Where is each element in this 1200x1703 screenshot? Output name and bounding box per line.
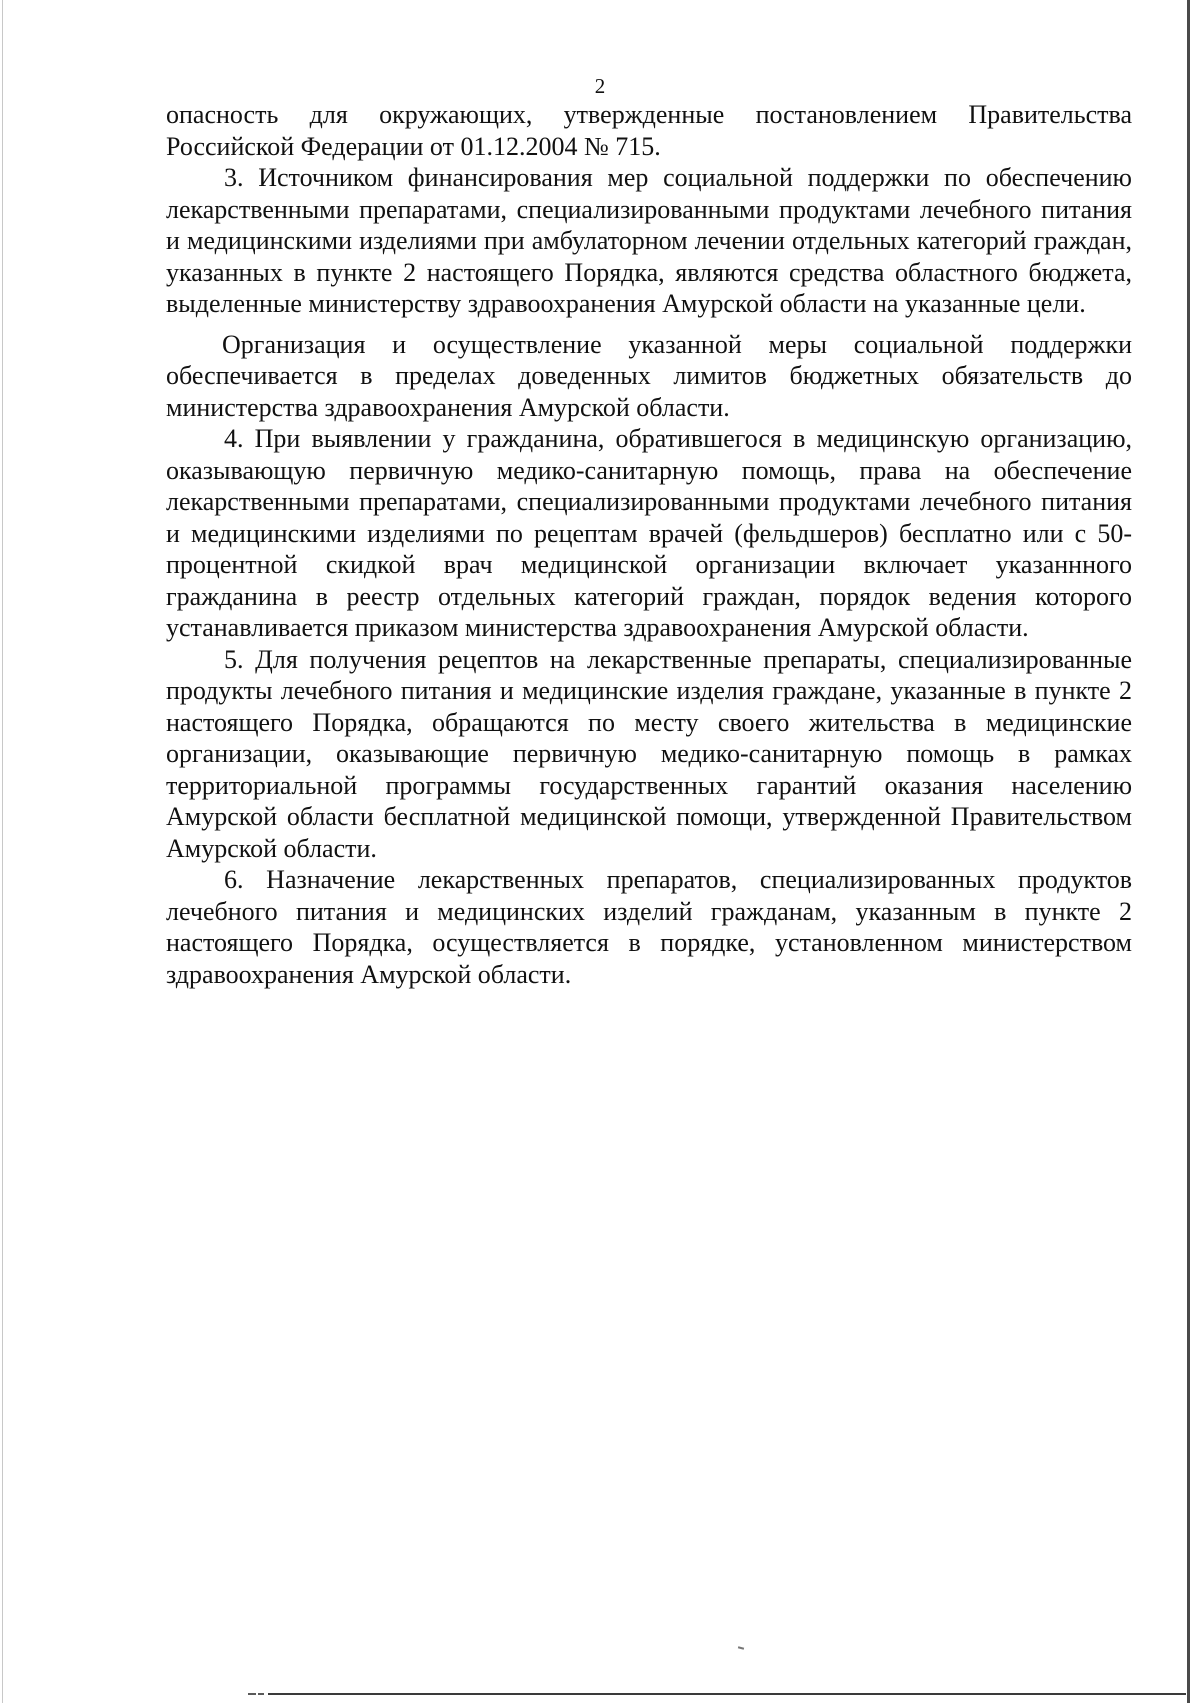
paragraph-item-3: 3. Источником финансирования мер социальной поддержки по обеспечению лекарственными препаратами, специализированными продуктами лечебного питания и медицинскими изделиями при амбулаторном лечении отдельных категорий граждан, указанных в пункте 2 настоящего Порядка, являются средства областного бюджета, выделенные министерству здравоохранения Амурской области на указанные цели. [166, 163, 1132, 318]
paragraph-item-6: 6. Назначение лекарственных препаратов, специализированных продуктов лечебного питания и медицинских изделий гражданам, указанным в пункте 2 настоящего Порядка, осуществляется в порядке, установленном министерством здравоохранения Амурской области. [166, 865, 1132, 989]
scan-right-edge [1187, 0, 1190, 1703]
paragraph-organization: Организация и осуществление указанной меры социальной поддержки обеспечивается в пределах доведенных лимитов бюджетных обязательств до министерства здравоохранения Амурской области. [166, 329, 1132, 422]
page-number: 2 [594, 74, 606, 98]
scan-speck [738, 1646, 744, 1649]
scan-bottom-dash [258, 1693, 264, 1695]
scan-bottom-line [268, 1693, 1186, 1695]
document-body [166, 99, 1132, 990]
paragraph-continuation: опасность для окружающих, утвержденные постановлением Правительства Российской Федерации от 01.12.2004 № 715. [166, 100, 1132, 161]
scan-left-edge [2, 0, 3, 1703]
paragraph-item-5: 5. Для получения рецептов на лекарственные препараты, специализированные продукты лечебного питания и медицинские изделия граждане, указанные в пункте 2 настоящего Порядка, обращаются по месту своего жительства в медицинские организации, оказывающие первичную медико-санитарную помощь в рамках территориальной программы государственных гарантий оказания населению Амурской области бесплатной медицинской помощи, утвержденной Правительством Амурской области. [166, 644, 1132, 863]
paragraph-item-4: 4. При выявлении у гражданина, обратившегося в медицинскую организацию, оказывающую первичную медико-санитарную помощь, права на обеспечение лекарственными препаратами, специализированными продуктами лечебного питания и медицинскими изделиями по рецептам врачей (фельдшеров) бесплатно или с 50-процентной скидкой врач медицинской организации включает указаннного гражданина в реестр отдельных категорий граждан, порядок ведения которого устанавливается приказом министерства здравоохранения Амурской области. [166, 424, 1132, 642]
scan-bottom-dash [248, 1693, 256, 1695]
